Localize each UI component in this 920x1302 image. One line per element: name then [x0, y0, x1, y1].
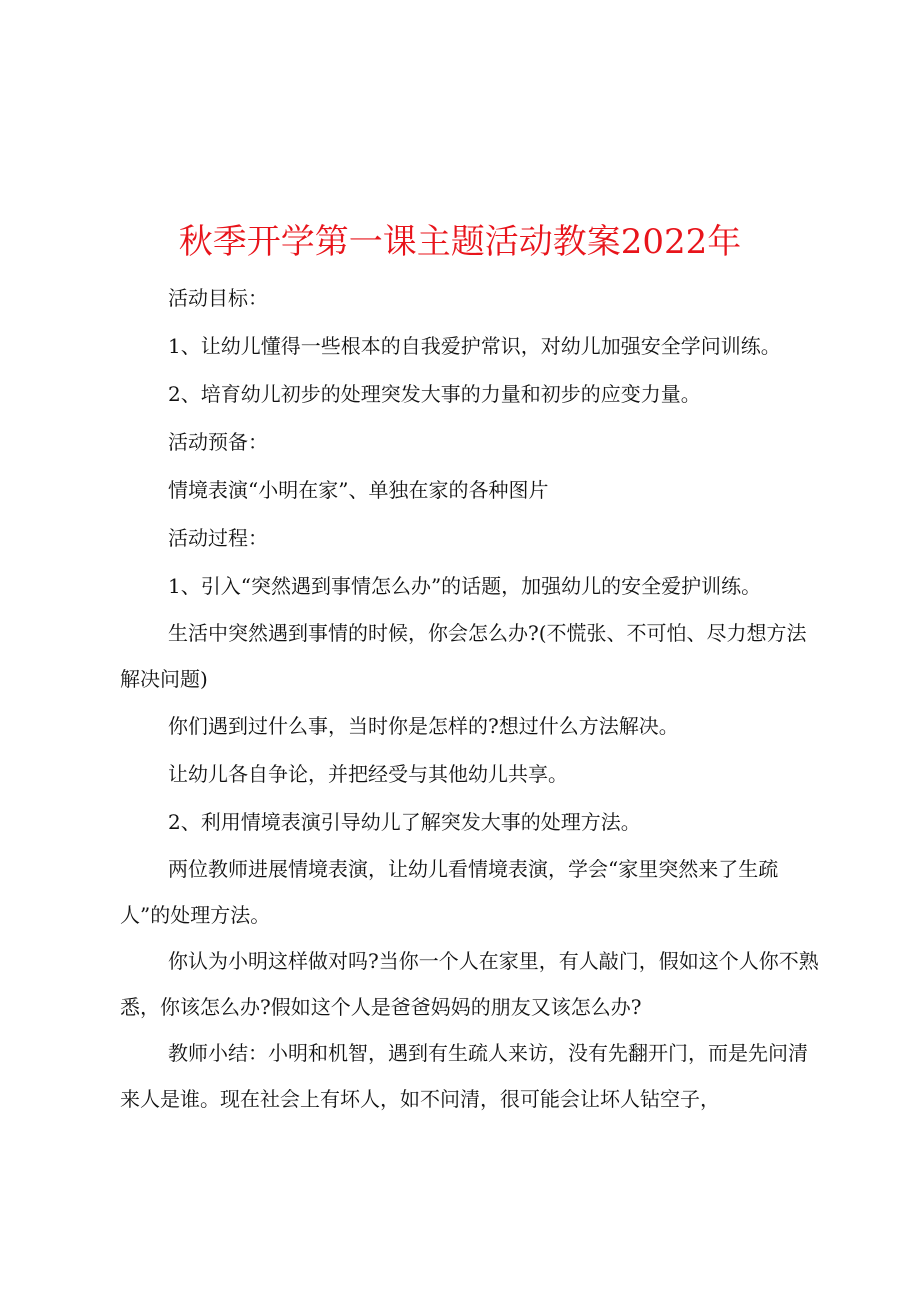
paragraph: 你们遇到过什么事，当时你是怎样的?想过什么方法解决。 — [168, 714, 679, 738]
paragraph: 活动过程： — [168, 526, 268, 550]
paragraph: 你认为小明这样做对吗?当你一个人在家里，有人敲门，假如这个人你不熟悉，你该怎么办?假如这个人是爸爸妈妈的朋友又该怎么办? — [120, 949, 819, 1019]
paragraph: 情境表演“小明在家”、单独在家的各种图片 — [168, 478, 549, 502]
paragraph: 生活中突然遇到事情的时候，你会怎么办?(不慌张、不可怕、尽力想方法解决问题) — [120, 621, 807, 691]
paragraph: 让幼儿各自争论，并把经受与其他幼儿共享。 — [168, 762, 568, 786]
paragraph: 活动预备： — [168, 430, 268, 454]
paragraph: 1、让幼儿懂得一些根本的自我爱护常识，对幼儿加强安全学问训练。 — [168, 334, 781, 358]
paragraph: 2、利用情境表演引导幼儿了解突发大事的处理方法。 — [168, 810, 641, 834]
document-body — [120, 274, 820, 1122]
paragraph: 教师小结：小明和机智，遇到有生疏人来访，没有先翻开门，而是先问清来人是谁。现在社会上有坏人，如不问清，很可能会让坏人钻空子， — [120, 1041, 808, 1111]
paragraph: 2、培育幼儿初步的处理突发大事的力量和初步的应变力量。 — [168, 382, 701, 406]
paragraph: 两位教师进展情境表演，让幼儿看情境表演，学会“家里突然来了生疏人”的处理方法。 — [120, 857, 779, 927]
paragraph: 1、引入“突然遇到事情怎么办”的话题，加强幼儿的安全爱护训练。 — [168, 574, 762, 598]
paragraph: 活动目标： — [168, 286, 268, 310]
document-title: 秋季开学第一课主题活动教案2022年 — [178, 221, 742, 262]
